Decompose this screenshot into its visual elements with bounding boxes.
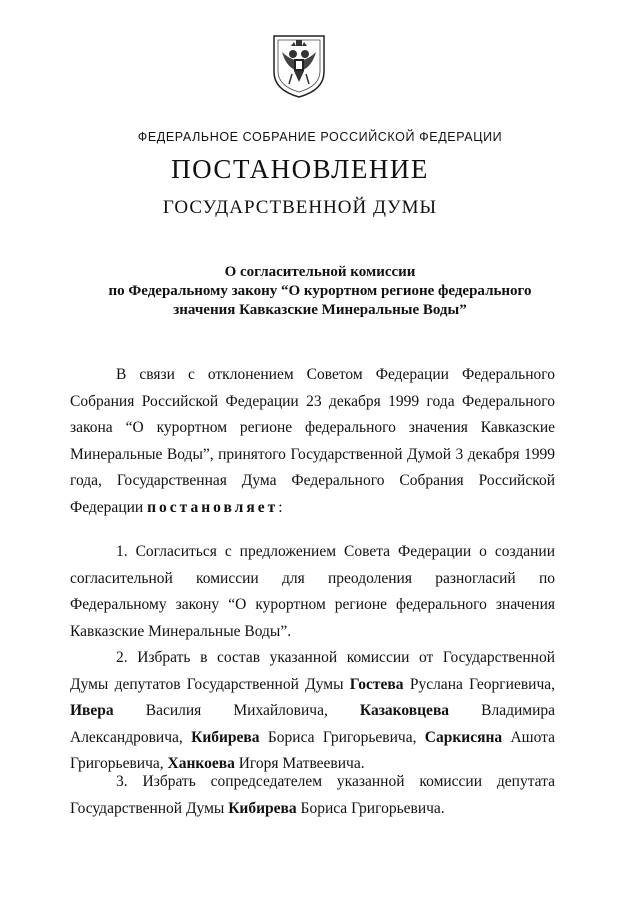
- item-3-lead: 3. Избрать сопредседателем указанной комиссии депутата Государственной Думы: [70, 773, 555, 817]
- assembly-heading: ФЕДЕРАЛЬНОЕ СОБРАНИЕ РОССИЙСКОЙ ФЕДЕРАЦИИ: [137, 130, 503, 144]
- member-surname: Казаковцева: [359, 702, 450, 719]
- document-title: ПОСТАНОВЛЕНИЕ: [171, 154, 429, 184]
- member-name: Владимира Александровича,: [70, 702, 555, 746]
- co-chair-surname: Кибирева: [228, 799, 297, 817]
- member-name: Игоря Матвеевича.: [234, 755, 365, 772]
- item-1-paragraph: 1. Согласиться с предложением Совета Федерации о создании согласительной комиссии для преодоления разногласий по Федеральному закону “О курортном регионе федерального значения Кавказские Минеральные Воды”.: [70, 543, 555, 640]
- subject-line: значения Кавказские Минеральные Воды”: [173, 302, 467, 318]
- subject-line: по Федеральному закону “О курортном регионе федерального: [108, 283, 532, 299]
- subject-line: О согласительной комиссии: [224, 264, 416, 280]
- co-chair-name: Бориса Григорьевича.: [296, 799, 445, 817]
- member-surname: Кибирева: [191, 728, 260, 746]
- document-subtitle: ГОСУДАРСТВЕННОЙ ДУМЫ: [162, 197, 438, 218]
- resolves-word: постановляет: [147, 498, 279, 516]
- state-emblem-icon: [268, 30, 330, 100]
- preamble-text: В связи с отклонением Советом Федерации Федерального Собрания Российской Федерации 23 декабря 1999 года Федерального закона “О курортном регионе федерального значения Кавказские Минеральные Воды”, принятого Государственной Думой 3 декабря 1999 года, Государственная Дума Федерального Собрания Российской Федерации: [70, 366, 555, 516]
- preamble-end: :: [278, 498, 283, 516]
- item-2-paragraph: [70, 645, 555, 778]
- member-name: Ашота Григорьевича,: [70, 728, 555, 772]
- member-surname: Ханкоева: [167, 755, 235, 772]
- item-2-lead: 2. Избрать в состав указанной комиссии от Государственной Думы депутатов Государственной Думы: [70, 649, 555, 693]
- member-surname: Саркисяна: [424, 728, 503, 746]
- member-surname: Ивера: [70, 702, 114, 719]
- member-name: Бориса Григорьевича,: [259, 728, 425, 746]
- member-name: Руслана Георгиевича,: [403, 675, 555, 693]
- resolution-subject: [60, 263, 580, 320]
- member-name: Василия Михайловича,: [113, 702, 360, 719]
- member-surname: Гостева: [349, 675, 404, 693]
- preamble-paragraph: [70, 362, 555, 521]
- item-3-paragraph: [70, 769, 555, 822]
